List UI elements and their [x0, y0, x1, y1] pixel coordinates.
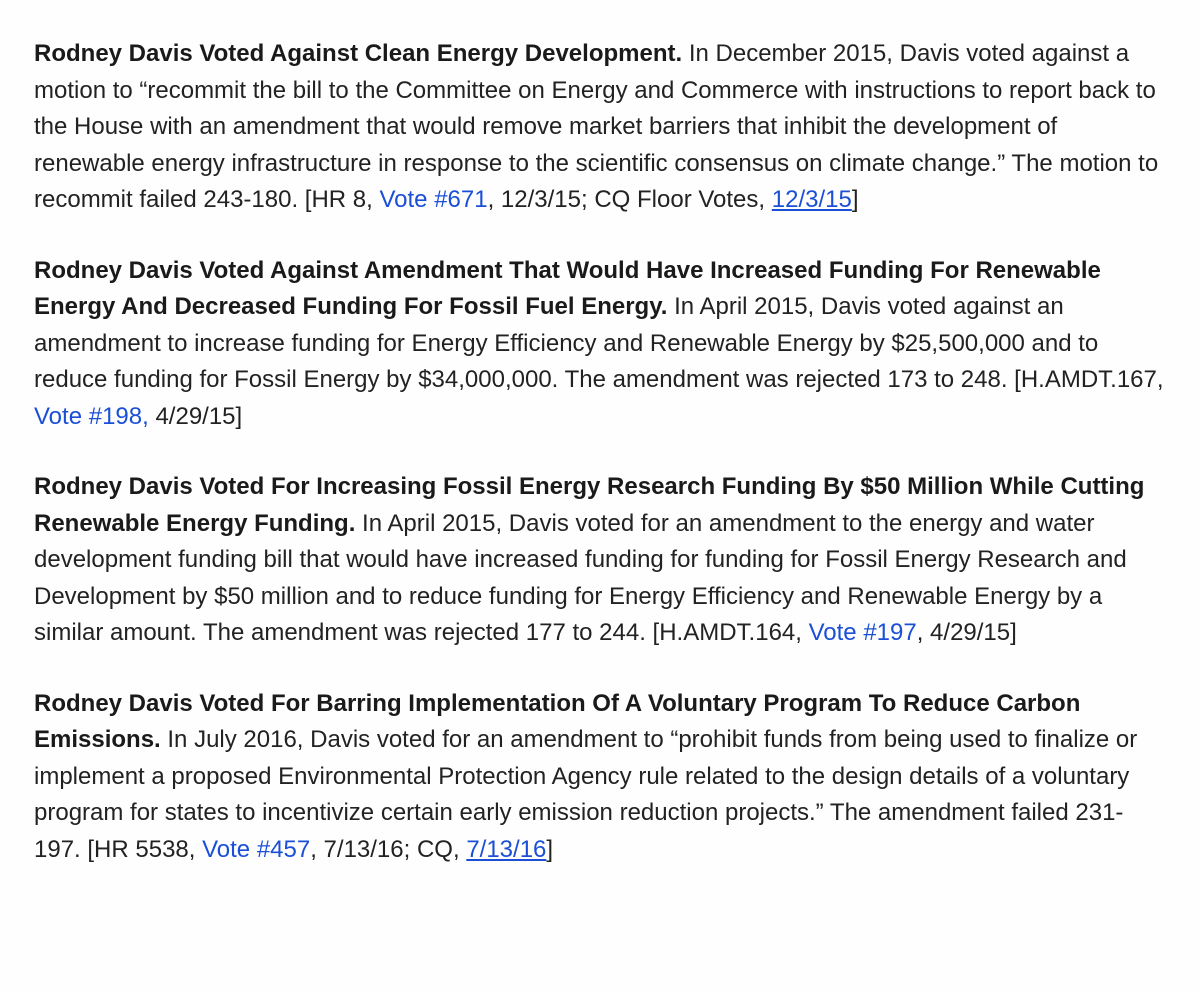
vote-entry-carbon-emissions	[34, 686, 1164, 869]
entry-citation-end: ]	[851, 186, 859, 213]
entry-body: In July 2016, Davis voted for an amendment to “prohibit funds from being used to finalize or implement a proposed Environmental Protection Agency rule related to the design details of a voluntary program for states to incentivize certain early emission reduction projects.” The amendment failed 231-197. [HR 5538,	[34, 726, 1138, 863]
entry-citation-end: ]	[546, 835, 554, 863]
vote-link[interactable]: Vote #671	[379, 186, 488, 213]
vote-entry-clean-energy	[34, 36, 1164, 219]
vote-entry-fossil-research	[34, 469, 1164, 652]
vote-link[interactable]: Vote #198,	[34, 402, 149, 430]
entry-citation: , 7/13/16; CQ,	[310, 835, 467, 863]
entry-body: In December 2015, Davis voted against a motion to “recommit the bill to the Committee on Energy and Commerce with instructions to report back to the House with an amendment that would remove market barriers that inhibit the development of renewable energy infrastructure in response to the scientific consensus on climate change.” The motion to recommit failed 243-180. [HR 8,	[34, 40, 1159, 213]
entry-body: In April 2015, Davis voted against an amendment to increase funding for Energy Efficiency and Renewable Energy by $25,500,000 and to reduce funding for Fossil Energy by $34,000,000. The amendment was rejected 173 to 248. [H.AMDT.167,	[34, 293, 1164, 393]
cq-date-link[interactable]: 12/3/15	[771, 186, 852, 213]
vote-link[interactable]: Vote #197	[808, 619, 917, 646]
entry-citation: , 12/3/15; CQ Floor Votes,	[487, 186, 772, 213]
entry-heading: Rodney Davis Voted Against Clean Energy Development.	[34, 40, 683, 67]
vote-link[interactable]: Vote #457	[202, 835, 311, 863]
vote-entry-renewable-funding	[34, 253, 1164, 436]
entry-body: In April 2015, Davis voted for an amendment to the energy and water development funding bill that would have increased funding for funding for Fossil Energy Research and Development by $50 million and to reduce funding for Energy Efficiency and Renewable Energy by a similar amount. The amendment was rejected 177 to 244. [H.AMDT.164,	[34, 509, 1127, 646]
cq-date-link[interactable]: 7/13/16	[466, 835, 547, 863]
entry-citation-end: , 4/29/15]	[916, 619, 1017, 646]
entry-heading: Rodney Davis Voted For Barring Implementation Of A Voluntary Program To Reduce Carbon Emissions.	[34, 689, 1081, 753]
entry-citation-end: 4/29/15]	[148, 402, 243, 430]
entry-heading: Rodney Davis Voted Against Amendment That Would Have Increased Funding For Renewable Energy And Decreased Funding For Fossil Fuel Energy.	[34, 256, 1101, 320]
entry-heading: Rodney Davis Voted For Increasing Fossil Energy Research Funding By $50 Million While Cutting Renewable Energy Funding.	[34, 473, 1145, 537]
